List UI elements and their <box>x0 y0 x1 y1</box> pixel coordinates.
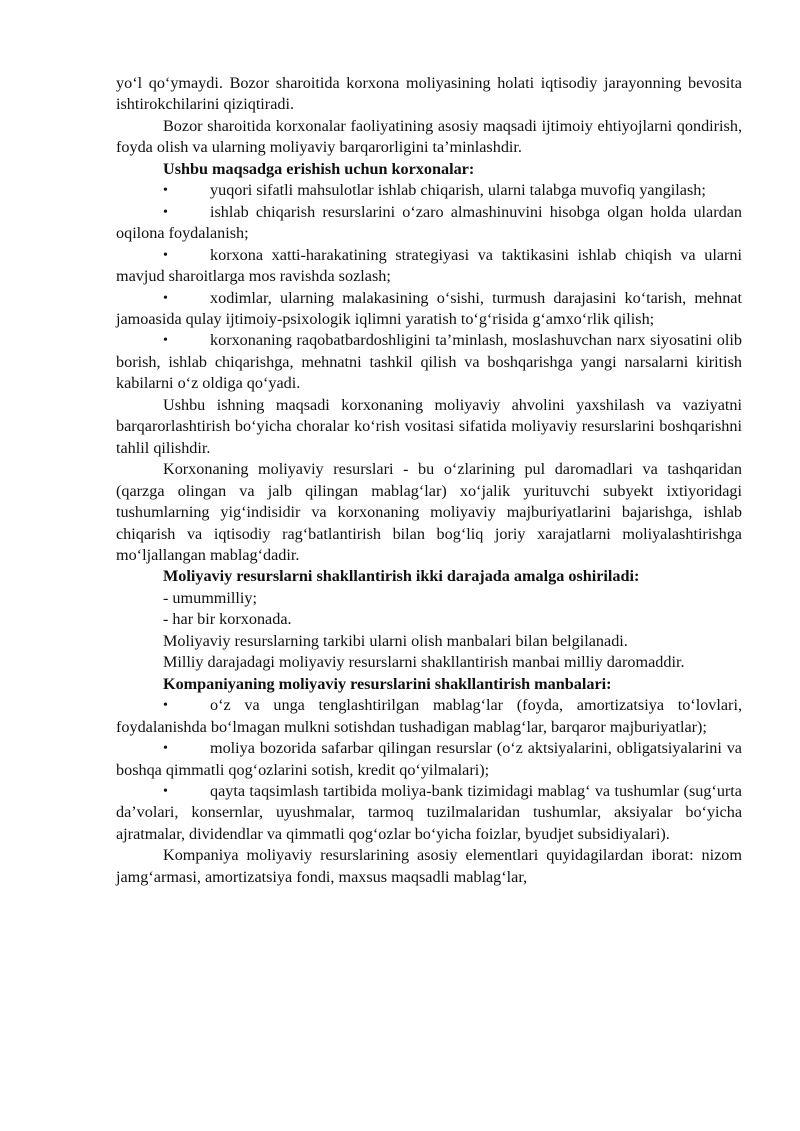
dash-item-enterprise: - har bir korxonada. <box>163 610 292 629</box>
bullet-icon: • <box>163 698 168 714</box>
dash-item-national: - umummilliy; <box>163 588 257 607</box>
list-item <box>116 288 742 331</box>
list-item <box>116 245 742 288</box>
bullet-icon: • <box>163 290 168 306</box>
list-item-text: ishlab chiqarish resurslarini o‘zaro almashinuvini hisobga olgan holda ulardan oqilona foydalanish; <box>116 202 742 243</box>
list-item <box>116 738 742 781</box>
bullet-icon: • <box>163 783 168 799</box>
heading-goals: Ushbu maqsadga erishish uchun korxonalar: <box>163 159 475 178</box>
paragraph-national-source: Milliy darajadagi moliyaviy resurslarni shakllantirish manbai milliy daromaddir. <box>163 653 685 672</box>
document-page <box>116 73 742 888</box>
heading-levels: Moliyaviy resurslarni shakllantirish ikki darajada amalga oshiriladi: <box>163 567 640 586</box>
paragraph-resources-definition: Korxonaning moliyaviy resurslari - bu o‘zlarining pul daromadlari va tashqaridan (qarzga olingan va jalb qilingan mablag‘lar) xo‘jalik yurituvchi subyekt ixtiyoridagi tushumlarning yig‘indisidir va korxonaning moliyaviy majburiyatlarini bajarishga, ishlab chiqarish va iqtisodiy rag‘batlantirish bilan bog‘liq joriy xarajatlarni moliyalashtirishga mo‘ljallangan mablag‘dadir. <box>116 460 742 564</box>
heading-sources: Kompaniyaning moliyaviy resurslarini shakllantirish manbalari: <box>163 674 612 693</box>
list-item-text: korxona xatti-harakatining strategiyasi va taktikasini ishlab chiqish va ularni mavjud sharoitlarga mos ravishda sozlash; <box>116 245 742 286</box>
paragraph-elements: Kompaniya moliyaviy resurslarining asosiy elementlari quyidagilardan iborat: nizom jamg‘armasi, amortizatsiya fondi, maxsus maqsadli mablag‘lar, <box>116 846 742 886</box>
list-item <box>116 202 742 245</box>
list-item-text: o‘z va unga tenglashtirilgan mablag‘lar (foyda, amortizatsiya to‘lovlari, foydalanishda bo‘lmagan mulkni sotishdan tushadigan mablag‘lar, barqaror majburiyatlar); <box>116 696 742 736</box>
list-item-text: qayta taqsimlash tartibida moliya-bank tizimidagi mablag‘ va tushumlar (sug‘urta da’volari, konsernlar, uyushmalar, tarmoq tuzilmalaridan tushumlar, aksiyalar bo‘yicha ajratmalar, dividendlar va qimmatli qog‘ozlar bo‘yicha foizlar, byudjet subsidiyalari). <box>116 781 742 843</box>
list-item <box>116 330 742 394</box>
list-item-text: korxonaning raqobatbardoshligini ta’minlash, moslashuvchan narx siyosatini olib borish, ishlab chiqarishga, mehnatni tashkil qilish va boshqarishga yangi narsalarni kiritish kabilarni o‘z oldiga qo‘yadi. <box>116 331 742 393</box>
list-item <box>116 180 742 201</box>
paragraph-work-purpose: Ushbu ishning maqsadi korxonaning moliyaviy ahvolini yaxshilash va vaziyatni barqarorlashtirish bo‘yicha choralar ko‘rish vositasi sifatida moliyaviy resurslarini boshqarishni tahlil qilishdir. <box>116 395 742 457</box>
bullet-icon: • <box>163 204 168 220</box>
list-item <box>116 781 742 845</box>
bullet-icon: • <box>163 183 168 199</box>
list-item-text: moliya bozorida safarbar qilingan resurslar (o‘z aktsiyalarini, obligatsiyalarini va boshqa qimmatli qog‘ozlarini sotish, kredit qo‘yilmalari); <box>116 739 742 779</box>
bullet-icon: • <box>163 741 168 757</box>
paragraph-composition: Moliyaviy resurslarning tarkibi ularni olish manbalari bilan belgilanadi. <box>163 631 628 650</box>
bullet-icon: • <box>163 247 168 263</box>
list-item-text: xodimlar, ularning malakasining o‘sishi, turmush darajasini ko‘tarish, mehnat jamoasida qulay ijtimoiy-psixologik iqlimni yaratish to‘g‘risida g‘amxo‘rlik qilish; <box>116 288 742 328</box>
list-item-text: yuqori sifatli mahsulotlar ishlab chiqarish, ularni talabga muvofiq yangilash; <box>210 181 706 200</box>
paragraph-main-goal: Bozor sharoitida korxonalar faoliyatining asosiy maqsadi ijtimoiy ehtiyojlarni qondirish, foyda olish va ularning moliyaviy barqarorligini ta’minlashdir. <box>116 116 742 157</box>
paragraph-intro: yo‘l qo‘ymaydi. Bozor sharoitida korxona moliyasining holati iqtisodiy jarayonning bevosita ishtirokchilarini qiziqtiradi. <box>116 74 742 114</box>
list-item <box>116 695 742 738</box>
bullet-icon: • <box>163 333 168 349</box>
